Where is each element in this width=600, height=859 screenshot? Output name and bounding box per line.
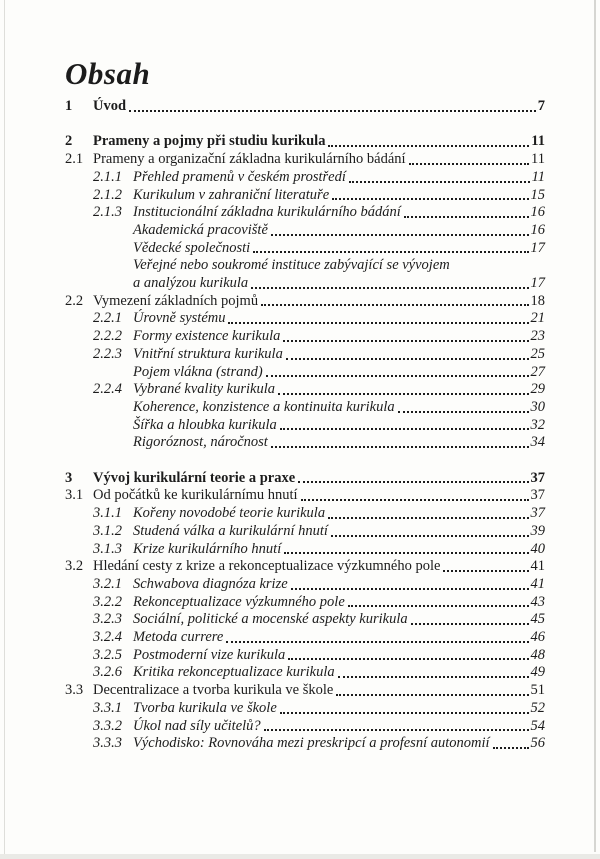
toc-entry-label: Studená válka a kurikulární hnutí <box>133 522 328 539</box>
toc-entry-label: Institucionální základna kurikulárního bádání <box>133 204 401 221</box>
scan-edge-bottom <box>0 854 600 859</box>
dot-leader <box>271 234 529 236</box>
toc-entry-label: Veřejné nebo soukromé instituce zabývající se vývojem <box>133 257 450 274</box>
toc-entry <box>65 700 545 718</box>
dot-leader <box>301 499 529 501</box>
toc-entry-page: 54 <box>530 717 545 734</box>
toc-entry-label: Kořeny novodobé teorie kurikula <box>133 505 326 522</box>
toc-entry-label: Úrovně systému <box>133 310 226 327</box>
dot-leader <box>251 287 528 289</box>
toc-entry <box>65 523 545 541</box>
toc-entry <box>65 257 545 275</box>
toc-entry-label: Vývoj kurikulární teorie a praxe <box>93 469 296 486</box>
toc-entry-label: Kritika rekonceptualizace kurikula <box>133 664 335 681</box>
toc-entry-number: 3.1 <box>65 487 84 504</box>
toc-entry-label: Kurikulum v zahraniční literatuře <box>133 186 330 203</box>
dot-leader <box>336 694 528 696</box>
toc-entry-page: 51 <box>530 682 545 699</box>
dot-leader <box>332 198 528 200</box>
dot-leader <box>280 712 529 714</box>
toc-entry-page: 27 <box>530 363 545 380</box>
toc-entry-page: 49 <box>530 664 545 681</box>
dot-leader <box>261 304 528 306</box>
toc-entry <box>65 399 545 417</box>
toc-entry-page: 23 <box>530 328 545 345</box>
dot-leader <box>271 446 529 448</box>
toc-entry-page: 16 <box>530 221 545 238</box>
dot-leader <box>286 358 529 360</box>
toc-entry-label: Decentralizace a tvorba kurikula ve škole <box>93 682 334 699</box>
toc-entry-label: Vnitřní struktura kurikula <box>133 345 283 362</box>
dot-leader <box>404 216 529 218</box>
toc-entry <box>65 328 545 346</box>
toc-entry-page: 17 <box>530 239 545 256</box>
toc-entry-label: Koherence, konzistence a kontinuita kurikula <box>133 398 395 415</box>
toc-entry-number: 3.3.3 <box>93 735 122 752</box>
toc-entry-label: Východisko: Rovnováha mezi preskripcí a profesní autonomií <box>133 735 490 752</box>
dot-leader <box>280 428 529 430</box>
toc-entry-label: Úkol nad síly učitelů? <box>133 717 261 734</box>
dot-leader <box>129 110 536 112</box>
toc-entry-page: 17 <box>530 275 545 292</box>
toc-entry-number: 2.1.2 <box>93 186 122 203</box>
toc-entry <box>65 204 545 222</box>
toc-entry-page: 52 <box>530 699 545 716</box>
toc-entry <box>65 417 545 435</box>
toc-entry-number: 3.3.2 <box>93 717 122 734</box>
toc-entry-page: 56 <box>530 735 545 752</box>
dot-leader <box>411 623 529 625</box>
toc-entry <box>65 133 545 151</box>
toc-entry-label: Prameny a organizační základna kurikulárního bádání <box>93 151 406 168</box>
toc-entry-page: 34 <box>530 434 545 451</box>
toc-entry-number: 3.2.4 <box>93 629 122 646</box>
toc-entry-page: 32 <box>530 416 545 433</box>
scan-edge-right <box>594 0 596 852</box>
dot-leader <box>288 658 528 660</box>
dot-leader <box>284 552 528 554</box>
toc-entry-number: 3.2 <box>65 558 84 575</box>
toc-entry-page: 25 <box>530 345 545 362</box>
toc-entry-page: 11 <box>531 133 545 150</box>
toc-entry-number: 2.2.1 <box>93 310 122 327</box>
toc-entry-number: 3.1.1 <box>93 505 122 522</box>
toc-entry-number: 3.3.1 <box>93 699 122 716</box>
toc-entry-number: 2.2.2 <box>93 328 122 345</box>
dot-leader <box>228 322 528 324</box>
toc-entry <box>65 169 545 187</box>
toc-entry-page: 40 <box>530 540 545 557</box>
toc-entry <box>65 310 545 328</box>
toc-entry-number: 2.1.1 <box>93 168 122 185</box>
toc-entry <box>65 187 545 205</box>
toc-entry <box>65 151 545 169</box>
toc-entry-label: Vymezení základních pojmů <box>93 292 259 309</box>
toc-entry-number: 3.1.2 <box>93 522 122 539</box>
dot-leader <box>493 747 529 749</box>
toc-entry-label: Metoda currere <box>133 629 224 646</box>
toc-entry-page: 43 <box>530 593 545 610</box>
toc-entry-page: 7 <box>537 98 545 114</box>
toc-entry-label: a analýzou kurikula <box>133 275 249 292</box>
toc-entry <box>65 470 545 488</box>
toc-entry-label: Rigoróznost, náročnost <box>133 434 268 451</box>
toc-entry-number: 2.1 <box>65 151 84 168</box>
dot-leader <box>278 393 528 395</box>
dot-leader <box>331 535 529 537</box>
toc-entry-label: Schwabova diagnóza krize <box>133 575 288 592</box>
toc-entry-page: 37 <box>530 469 545 486</box>
toc-entry <box>65 735 545 753</box>
dot-leader <box>291 588 529 590</box>
toc-entry-page: 15 <box>530 186 545 203</box>
toc-entry-label: Sociální, politické a mocenské aspekty kurikula <box>133 611 408 628</box>
toc-entry-page: 16 <box>530 204 545 221</box>
toc-entry <box>65 718 545 736</box>
toc-entry-page: 29 <box>530 381 545 398</box>
dot-leader <box>349 181 530 183</box>
dot-leader <box>264 729 529 731</box>
toc-entry <box>65 541 545 559</box>
dot-leader <box>298 481 528 483</box>
toc-entry-number: 3.3 <box>65 682 84 699</box>
toc-entry-number: 3.2.2 <box>93 593 122 610</box>
toc-entry-page: 45 <box>530 611 545 628</box>
toc-entry-number: 1 <box>65 98 73 114</box>
toc-entry-number: 3.2.3 <box>93 611 122 628</box>
toc-entry-number: 3.2.1 <box>93 575 122 592</box>
toc-entry <box>65 505 545 523</box>
dot-leader <box>253 251 528 253</box>
toc-entry-page: 48 <box>530 646 545 663</box>
dot-leader <box>409 163 529 165</box>
toc-entry-label: Tvorba kurikula ve škole <box>133 699 277 716</box>
toc-entry <box>65 434 545 452</box>
toc-entry-page: 11 <box>531 168 545 185</box>
toc-entry-page: 30 <box>530 398 545 415</box>
dot-leader <box>328 145 529 147</box>
toc-entry-number: 3 <box>65 469 73 486</box>
toc-entry-label: Hledání cesty z krize a rekonceptualizace výzkumného pole <box>93 558 441 575</box>
toc-entry-label: Přehled pramenů v českém prostředí <box>133 168 346 185</box>
toc-entry-label: Od počátků ke kurikulárnímu hnutí <box>93 487 298 504</box>
dot-leader <box>266 375 529 377</box>
toc-entry-number: 3.2.5 <box>93 646 122 663</box>
toc-entry-number: 2.2.4 <box>93 381 122 398</box>
toc-list <box>65 98 545 753</box>
toc-entry <box>65 98 545 116</box>
page-title: Obsah <box>65 56 151 91</box>
toc-entry-page: 37 <box>530 505 545 522</box>
dot-leader <box>328 517 528 519</box>
scan-edge-left <box>4 0 5 859</box>
dot-leader <box>338 676 529 678</box>
toc-entry-label: Rekonceptualizace výzkumného pole <box>133 593 345 610</box>
toc-entry-page: 41 <box>530 575 545 592</box>
toc-entry-label: Úvod <box>93 98 127 114</box>
toc-entry-number: 2.1.3 <box>93 204 122 221</box>
toc-entry-page: 21 <box>530 310 545 327</box>
toc-entry <box>65 240 545 258</box>
toc-entry <box>65 576 545 594</box>
toc-entry <box>65 381 545 399</box>
toc-entry-page: 46 <box>530 629 545 646</box>
toc-entry-page: 39 <box>530 522 545 539</box>
toc-entry-page: 37 <box>530 487 545 504</box>
toc-content <box>65 56 545 753</box>
toc-entry <box>65 558 545 576</box>
toc-entry-page: 41 <box>530 558 545 575</box>
toc-entry-label: Krize kurikulárního hnutí <box>133 540 282 557</box>
toc-entry-label: Pojem vlákna (strand) <box>133 363 263 380</box>
toc-entry-label: Vybrané kvality kurikula <box>133 381 276 398</box>
toc-entry <box>65 293 545 311</box>
dot-leader <box>283 340 528 342</box>
toc-entry-number: 2.2 <box>65 292 84 309</box>
toc-entry <box>65 275 545 293</box>
toc-entry-label: Postmoderní vize kurikula <box>133 646 286 663</box>
toc-entry-page: 18 <box>530 292 545 309</box>
toc-entry-number: 3.1.3 <box>93 540 122 557</box>
toc-entry-label: Šířka a hloubka kurikula <box>133 416 277 433</box>
toc-entry <box>65 682 545 700</box>
dot-leader <box>398 411 529 413</box>
dot-leader <box>348 605 529 607</box>
toc-entry <box>65 346 545 364</box>
toc-entry <box>65 222 545 240</box>
toc-entry <box>65 487 545 505</box>
toc-entry <box>65 629 545 647</box>
toc-entry-label: Prameny a pojmy při studiu kurikula <box>93 133 326 150</box>
toc-entry-label: Akademická pracoviště <box>133 221 268 238</box>
toc-entry <box>65 364 545 382</box>
toc-entry <box>65 611 545 629</box>
toc-entry-number: 2 <box>65 133 73 150</box>
toc-entry <box>65 594 545 612</box>
toc-entry-page: 11 <box>531 151 545 168</box>
toc-entry-number: 3.2.6 <box>93 664 122 681</box>
toc-entry <box>65 664 545 682</box>
toc-entry-label: Vědecké společnosti <box>133 239 251 256</box>
dot-leader <box>443 570 528 572</box>
dot-leader <box>226 641 528 643</box>
toc-entry <box>65 647 545 665</box>
toc-entry-label: Formy existence kurikula <box>133 328 281 345</box>
toc-entry-number: 2.2.3 <box>93 345 122 362</box>
